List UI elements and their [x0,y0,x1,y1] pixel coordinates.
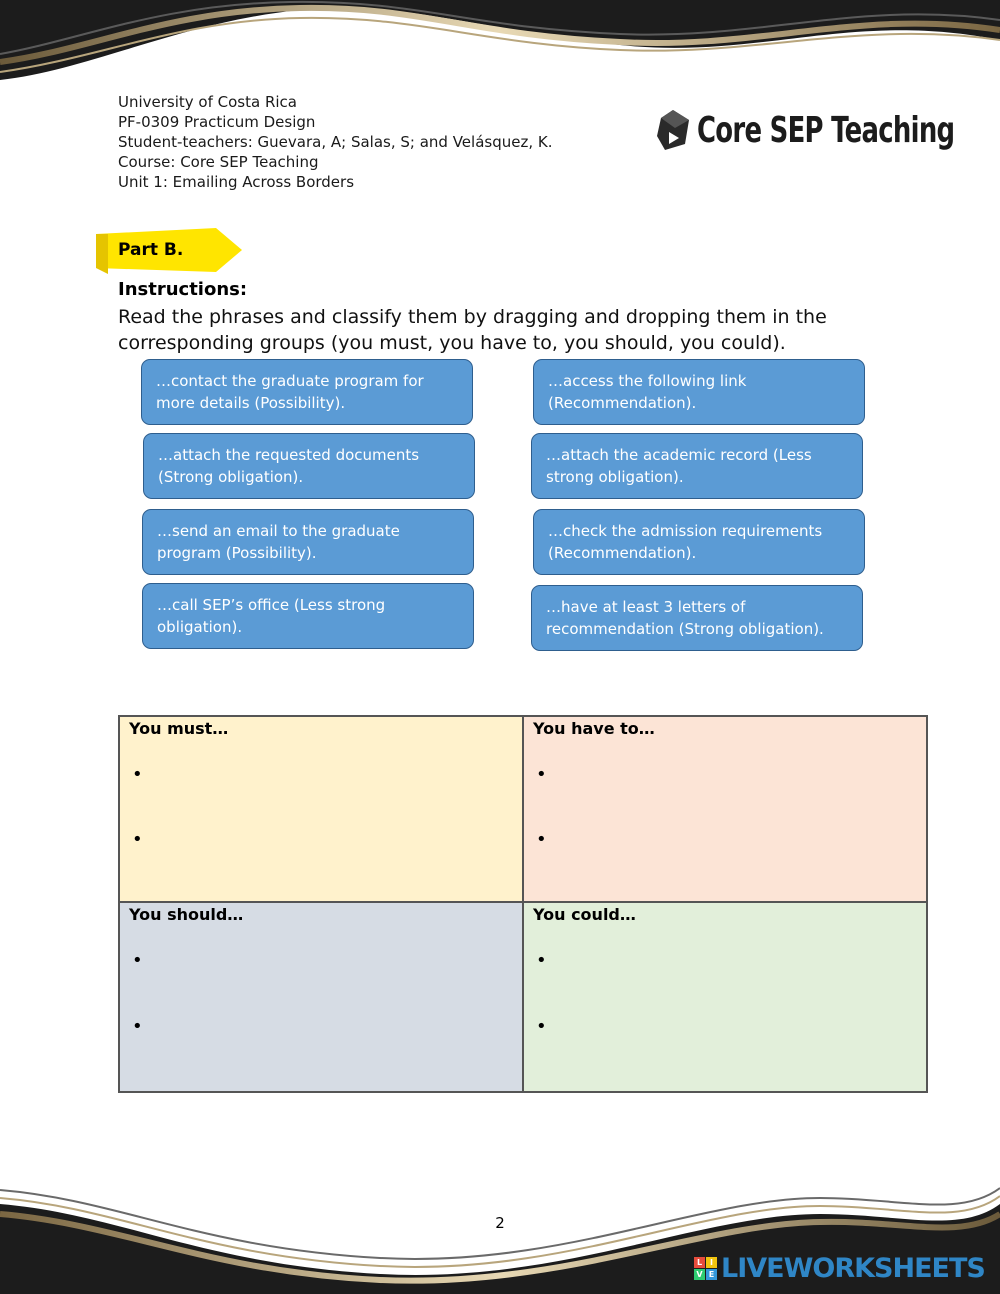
bullet-slot: • [132,764,143,785]
phrase-card[interactable]: …call SEP’s office (Less strong obligation). [142,583,474,649]
header-line-university: University of Costa Rica [118,93,297,111]
phrase-card[interactable]: …have at least 3 letters of recommendation (Strong obligation). [531,585,863,651]
phrase-card[interactable]: …attach the academic record (Less strong obligation). [531,433,863,499]
phrase-card[interactable]: …attach the requested documents (Strong obligation). [143,433,475,499]
phrase-card[interactable]: …check the admission requirements (Recommendation). [533,509,865,575]
drop-zone-you-have-to[interactable] [523,716,927,902]
top-wave-decoration [0,0,1000,90]
header-line-unit: Unit 1: Emailing Across Borders [118,173,355,191]
brand-letter-v: V [694,1269,705,1280]
header-info [118,92,552,192]
bullet-slot: • [536,950,547,971]
instructions-text: Read the phrases and classify them by dragging and dropping them in the corresponding groups (you must, you have to, you should, you could). [118,306,827,354]
header-line-course: Course: Core SEP Teaching [118,153,319,171]
group-title: You have to… [533,719,655,738]
core-sep-logo [655,108,1000,152]
logo-text: Core SEP Teaching [697,109,955,151]
group-title: You could… [533,905,636,924]
bullet-slot: • [132,950,143,971]
group-title: You must… [129,719,229,738]
page-number: 2 [495,1214,505,1232]
brand-letter-l: L [694,1257,705,1268]
brand-letter-i: I [706,1257,717,1268]
part-label: Part B. [118,240,184,260]
classification-grid [118,715,928,1093]
drop-zone-you-must[interactable] [119,716,523,902]
drop-zone-you-could[interactable] [523,902,927,1092]
group-title: You should… [129,905,244,924]
phrase-card[interactable]: …send an email to the graduate program (Possibility). [142,509,474,575]
phrase-card[interactable]: …contact the graduate program for more details (Possibility). [141,359,473,425]
bullet-slot: • [132,1016,143,1037]
liveworksheets-text: LIVEWORKSHEETS [721,1253,985,1284]
header-line-students: Student-teachers: Guevara, A; Salas, S; and Velásquez, K. [118,133,553,151]
bullet-slot: • [132,829,143,850]
instructions-title: Instructions: [118,279,248,300]
bullet-slot: • [536,829,547,850]
liveworksheets-logo [694,1253,985,1284]
logo-cube-icon [655,108,691,152]
drop-zone-you-should[interactable] [119,902,523,1092]
bullet-slot: • [536,764,547,785]
brand-letter-e: E [706,1269,717,1280]
header-line-course-code: PF-0309 Practicum Design [118,113,316,131]
phrase-card[interactable]: …access the following link (Recommendation). [533,359,865,425]
liveworksheets-blocks-icon [694,1257,717,1280]
bullet-slot: • [536,1016,547,1037]
